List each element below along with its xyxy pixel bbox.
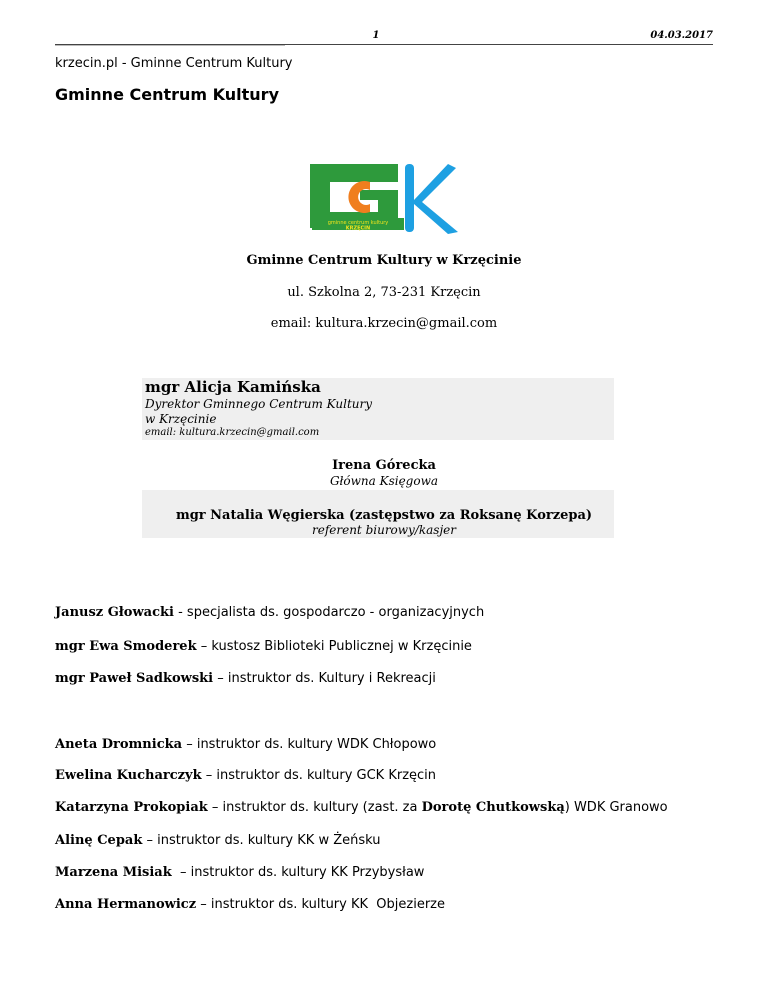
staff-name: Alinę Cepak: [55, 833, 143, 848]
accountant-role: Główna Księgowa: [329, 474, 439, 488]
staff-role: – instruktor ds. kultury KK Objezierze: [196, 897, 445, 912]
gck-logo: [308, 160, 458, 235]
staff-role: – instruktor ds. Kultury i Rekreacji: [213, 671, 436, 686]
logo-caption-line2: KRZĘCIN: [345, 225, 371, 232]
org-email: email: kultura.krzecin@gmail.com: [270, 316, 498, 331]
page-title: Gminne Centrum Kultury: [55, 85, 279, 104]
page-number: 1: [372, 30, 380, 41]
staff-role: – instruktor ds. kultury KK Przybysław: [171, 865, 425, 880]
staff-item: [55, 800, 668, 815]
clerk-role: referent biurowy/kasjer: [311, 523, 457, 537]
staff-name: Marzena Misiak: [55, 865, 172, 880]
director-name: mgr Alicja Kamińska: [145, 378, 321, 396]
staff-name: Anna Hermanowicz: [55, 897, 197, 912]
site-line: krzecin.pl - Gminne Centrum Kultury: [55, 56, 293, 71]
staff-role: – instruktor ds. kultury WDK Chłopowo: [182, 737, 437, 752]
org-name: Gminne Centrum Kultury w Krzęcinie: [246, 253, 522, 268]
staff-substitute-name: Dorotę Chutkowską: [421, 800, 565, 815]
staff-item: [55, 639, 472, 654]
staff-item: [55, 865, 424, 880]
staff-item: [55, 768, 436, 783]
staff-name: mgr Paweł Sadkowski: [55, 671, 214, 686]
logo-caption-line1: gminne centrum kultury: [327, 220, 389, 226]
org-address: ul. Szkolna 2, 73-231 Krzęcin: [287, 285, 481, 300]
staff-name: mgr Ewa Smoderek: [55, 639, 197, 654]
staff-role: – kustosz Biblioteki Publicznej w Krzęcinie: [196, 639, 472, 654]
director-role-line2: w Krzęcinie: [145, 412, 217, 426]
staff-item: [55, 897, 445, 912]
director-role-line1: Dyrektor Gminnego Centrum Kultury: [145, 397, 373, 411]
staff-role: – instruktor ds. kultury (zast. za: [207, 800, 422, 815]
header-divider-shadow: [55, 45, 285, 46]
staff-role-suffix: ) WDK Granowo: [564, 800, 668, 815]
staff-role: - specjalista ds. gospodarczo - organizacyjnych: [173, 605, 485, 620]
staff-name: Aneta Dromnicka: [55, 737, 183, 752]
clerk-name: mgr Natalia Węgierska (zastępstwo za Roksanę Korzepa): [175, 508, 593, 523]
logo-letter-k-arms: [414, 164, 458, 234]
staff-item: [55, 671, 436, 686]
staff-name: Ewelina Kucharczyk: [55, 768, 202, 783]
header-date: 04.03.2017: [650, 30, 713, 41]
accountant-name: Irena Górecka: [332, 458, 436, 473]
staff-name: Katarzyna Prokopiak: [55, 800, 208, 815]
staff-role: – instruktor ds. kultury GCK Krzęcin: [201, 768, 437, 783]
director-email: email: kultura.krzecin@gmail.com: [145, 427, 320, 438]
staff-name: Janusz Głowacki: [55, 605, 174, 620]
staff-item: [55, 605, 484, 620]
staff-item: [55, 833, 381, 848]
logo-letter-k-stem: [405, 164, 414, 232]
staff-item: [55, 737, 436, 752]
staff-role: – instruktor ds. kultury KK w Żeńsku: [142, 833, 381, 848]
